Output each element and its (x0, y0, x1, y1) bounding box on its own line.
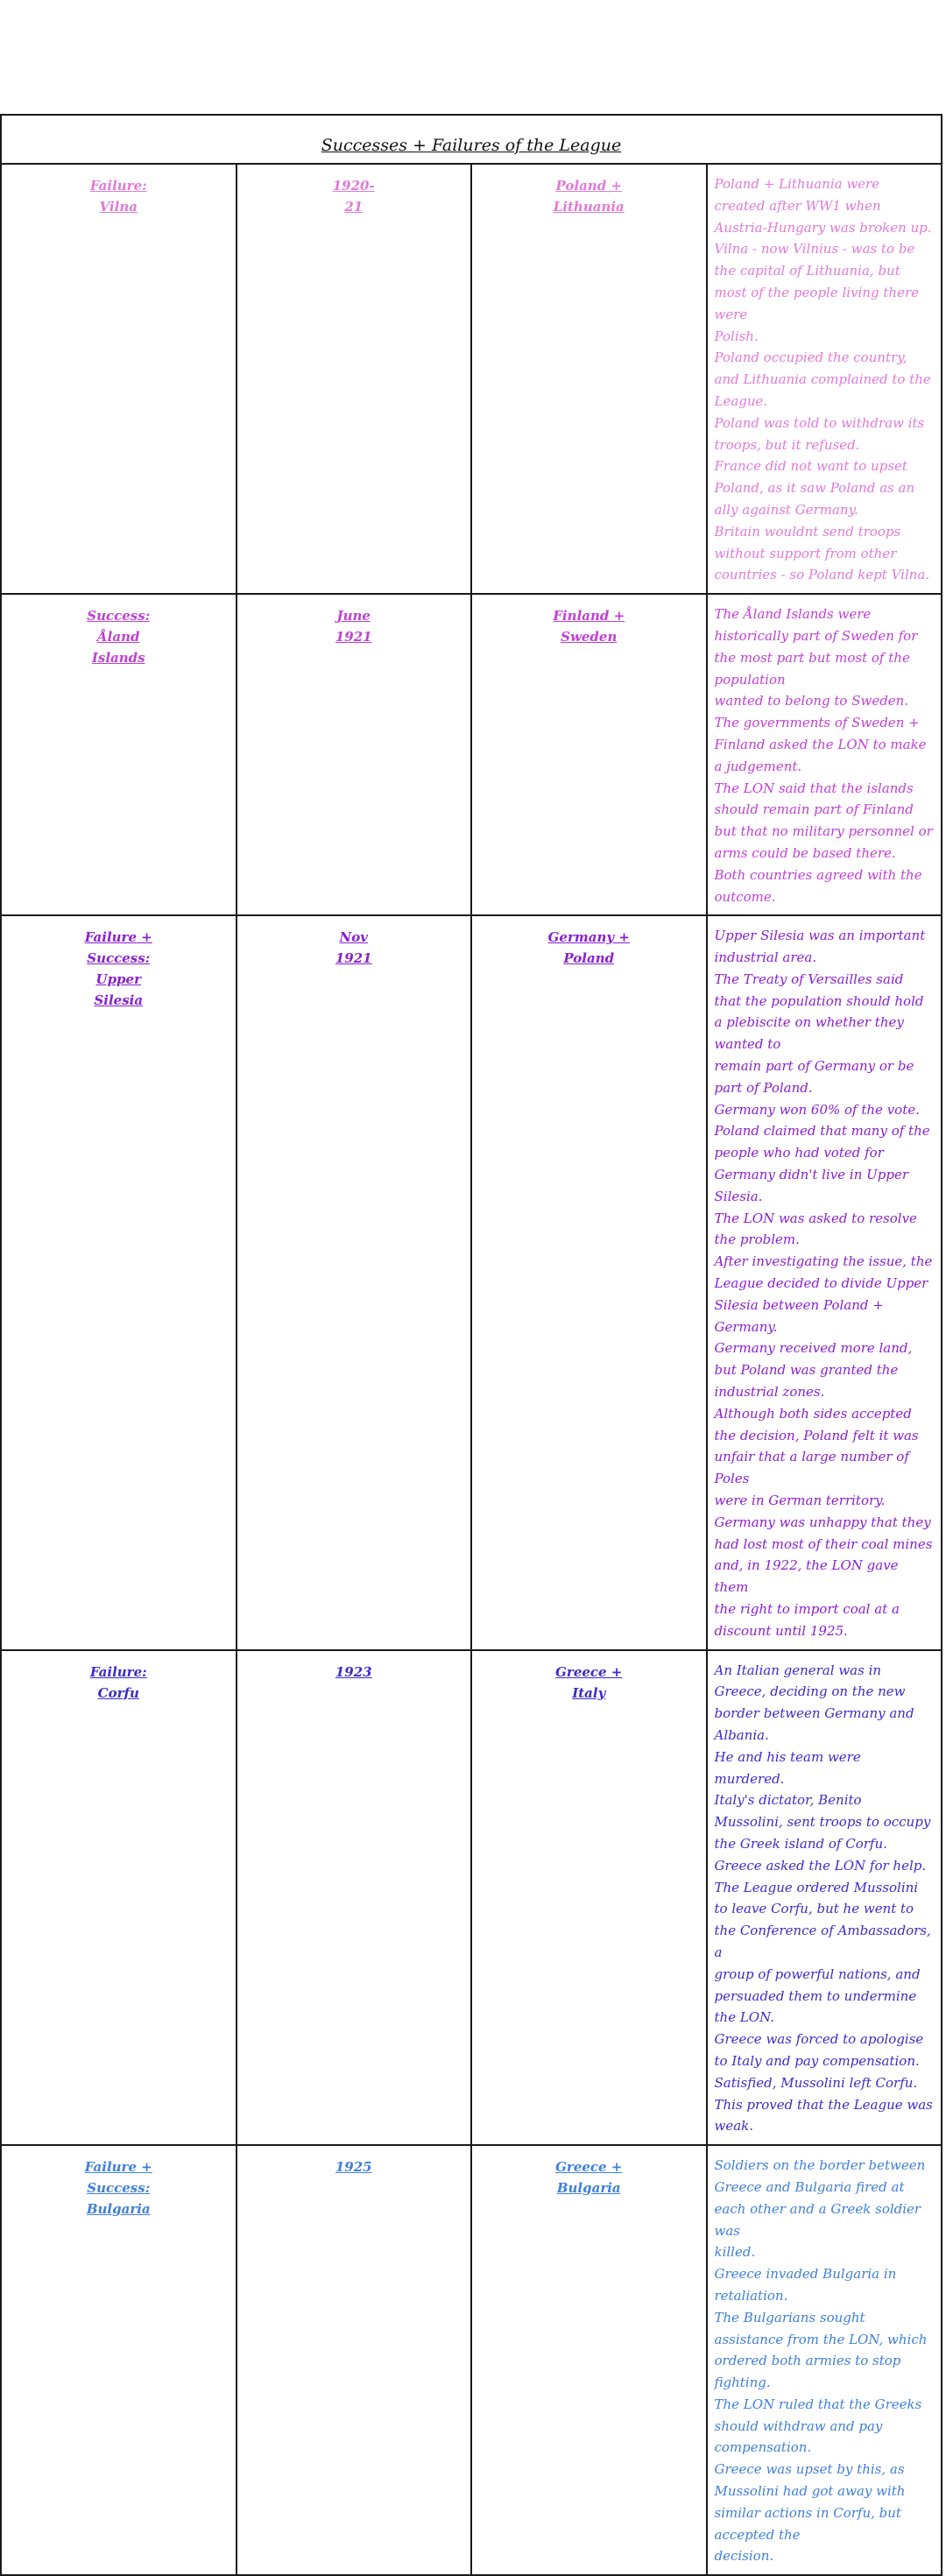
table-row (1, 2145, 942, 2575)
description-line: Germany received more land, but Poland was granted the industrial zones. (714, 1340, 913, 1401)
description-line: Germany won 60% of the vote. (714, 1101, 920, 1118)
description-cell (707, 1650, 942, 2146)
description-line: the right to import coal at a discount until 1925. (714, 1601, 900, 1639)
event-label: Islands (91, 650, 145, 667)
countries-cell (471, 915, 707, 1649)
description-line: Greece asked the LON for help. (714, 1857, 927, 1874)
countries-label: Lithuania (553, 199, 625, 215)
countries-label: Greece + (555, 2159, 623, 2176)
event-cell (1, 915, 236, 1649)
description-line: The League ordered Mussolini to leave Corfu, but he went to the Conference of Ambassadors, a (714, 1879, 931, 1960)
description-line: Polish. (714, 328, 759, 344)
description-line: Germany. (714, 1318, 778, 1335)
title-cell (1, 115, 942, 164)
table-row (1, 915, 942, 1649)
description-line: Upper Silesia was an important industrial area. (714, 928, 926, 966)
countries-label: Bulgaria (556, 2180, 621, 2197)
event-label: Success: (87, 950, 151, 967)
description-cell (707, 594, 942, 915)
date-label: 1925 (335, 2159, 372, 2176)
description-line: Satisfied, Mussolini left Corfu. (714, 2074, 918, 2091)
countries-cell (471, 164, 707, 594)
event-label: Success: (87, 2180, 151, 2197)
date-label: 21 (344, 199, 364, 215)
description-line: remain part of Germany or be part of Poland. (714, 1058, 914, 1096)
countries-label: Poland + (555, 178, 622, 194)
description-line: He and his team were murdered. (714, 1748, 861, 1787)
description-line: This proved that the League was weak. (714, 2096, 933, 2135)
event-label: Failure + (84, 929, 152, 946)
description-line: Poland claimed that many of the people who had voted for Germany didn't live in Upper Silesia. (714, 1123, 930, 1204)
date-label: 1921 (335, 629, 372, 646)
date-cell (236, 594, 472, 915)
countries-label: Italy (572, 1684, 606, 1701)
countries-label: Germany + (547, 929, 630, 946)
date-cell (236, 2145, 472, 2575)
date-label: 1923 (335, 1663, 372, 1680)
league-table (0, 114, 942, 2576)
countries-cell (471, 594, 707, 915)
event-label: Failure: (89, 1663, 147, 1680)
description-line: Britain wouldnt send troops without support from other countries - so Poland kept Vilna. (714, 523, 930, 583)
event-label: Failure: (89, 178, 147, 194)
description-line: Poland occupied the country, and Lithuania complained to the League. (714, 349, 931, 409)
description-line: decision. (714, 2548, 774, 2565)
description-line: France did not want to upset Poland, as it saw Poland as an ally against Germany. (714, 458, 915, 518)
description-line: The LON was asked to resolve the problem. (714, 1210, 917, 1248)
event-label: Silesia (94, 992, 144, 1009)
description-line: arms could be based there. (714, 844, 896, 861)
description-line: Greece was forced to apologise to Italy and pay compensation. (714, 2031, 924, 2069)
event-label: Vilna (99, 199, 138, 215)
description-line: wanted to belong to Sweden. (714, 693, 909, 709)
table-row (1, 594, 942, 915)
event-label: Success: (87, 608, 151, 625)
event-label: Bulgaria (86, 2201, 151, 2218)
event-cell (1, 164, 236, 594)
description-line: killed. (714, 2244, 756, 2261)
description-line: Soldiers on the border between Greece and Bulgaria fired at each other and a Greek soldier was (714, 2157, 926, 2239)
event-label: Åland (97, 629, 140, 646)
description-line: The Treaty of Versailles said that the population should hold a plebiscite on whether they wanted to (714, 970, 924, 1053)
date-cell (236, 1650, 472, 2146)
description-line: Germany was unhappy that they had lost most of their coal mines and, in 1922, the LON gave them (714, 1514, 933, 1596)
description-line: Greece invaded Bulgaria in retaliation. (714, 2266, 897, 2304)
event-label: Corfu (97, 1684, 139, 1701)
date-label: Nov (339, 929, 368, 946)
event-label: Failure + (84, 2159, 152, 2176)
description-line: The Åland Islands were historically part of Sweden for the most part but most of the population (714, 606, 918, 688)
description-line: The LON said that the islands should remain part of Finland but that no military personnel or (714, 780, 933, 840)
date-label: June (336, 608, 371, 625)
countries-label: Poland (563, 950, 615, 967)
countries-cell (471, 1650, 707, 2146)
description-line: The Bulgarians sought assistance from the LON, which ordered both armies to stop fighting. (714, 2309, 928, 2391)
date-label: 1920- (332, 178, 375, 194)
title-row (1, 115, 942, 164)
description-line: group of powerful nations, and persuaded them to undermine the LON. (714, 1966, 921, 2026)
countries-label: Sweden (561, 629, 618, 646)
description-line: were in German territory. (714, 1493, 886, 1509)
page-title: Successes + Failures of the League (321, 136, 622, 155)
date-label: 1921 (335, 950, 372, 967)
description-line: An Italian general was in Greece, deciding on the new border between Germany and Albania. (714, 1662, 914, 1743)
description-line: The LON ruled that the Greeks should withdraw and pay compensation. (714, 2396, 922, 2456)
date-cell (236, 915, 472, 1649)
table-row (1, 164, 942, 594)
description-line: After investigating the issue, the League decided to divide Upper Silesia between Poland + (714, 1253, 933, 1313)
table-row (1, 1650, 942, 2146)
date-cell (236, 164, 472, 594)
description-line: Greece was upset by this, as Mussolini had got away with similar actions in Corfu, but accepted the (714, 2461, 906, 2543)
description-cell (707, 164, 942, 594)
description-line: The governments of Sweden + Finland asked the LON to make a judgement. (714, 715, 927, 774)
countries-cell (471, 2145, 707, 2575)
description-line: Both countries agreed with the outcome. (714, 866, 922, 905)
event-cell (1, 594, 236, 915)
countries-label: Greece + (555, 1663, 623, 1680)
description-line: Vilna - now Vilnius - was to be the capital of Lithuania, but most of the people living there were (714, 241, 919, 322)
event-label: Upper (95, 971, 141, 988)
description-cell (707, 2145, 942, 2575)
description-line: Italy's dictator, Benito Mussolini, sent troops to occupy the Greek island of Corfu. (714, 1792, 931, 1852)
event-cell (1, 2145, 236, 2575)
description-line: Although both sides accepted the decision, Poland felt it was unfair that a large number of Poles (714, 1405, 919, 1487)
description-line: Poland was told to withdraw its troops, but it refused. (714, 414, 925, 453)
event-cell (1, 1650, 236, 2146)
description-line: Poland + Lithuania were created after WW1 when Austria-Hungary was broken up. (714, 176, 932, 236)
countries-label: Finland + (553, 608, 625, 625)
league-table-sheet (0, 114, 942, 2576)
description-cell (707, 915, 942, 1649)
